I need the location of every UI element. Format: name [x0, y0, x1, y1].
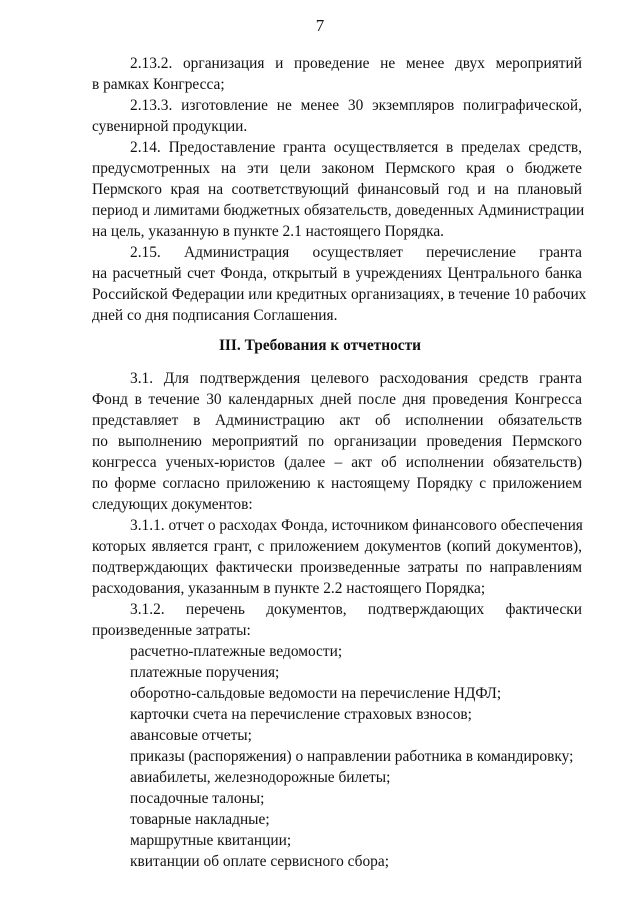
text-line: сувенирной продукции. — [92, 118, 248, 135]
text-line: Фонд в течение 30 календарных дней после дня проведения Конгресса — [92, 391, 582, 408]
text-line: на цель, указанную в пункте 2.1 настоящего Порядка. — [92, 223, 445, 240]
list-item: авансовые отчеты; — [130, 727, 252, 744]
text-line: которых является грант, с приложением документов (копий документов), — [92, 538, 582, 555]
text-line: период и лимитами бюджетных обязательств, доведенных Администрации — [92, 202, 585, 219]
page-number: 7 — [315, 16, 325, 35]
text-line: расходования, указанным в пункте 2.2 настоящего Порядка; — [92, 580, 486, 597]
list-item: авиабилеты, железнодорожные билеты; — [130, 769, 391, 786]
text-line: представляет в Администрацию акт об исполнении обязательств — [92, 412, 582, 429]
text-line: 2.13.2. организация и проведение не менее двух мероприятий — [130, 55, 582, 72]
text-line: следующих документов: — [92, 496, 253, 513]
text-line: 2.13.3. изготовление не менее 30 экземпляров полиграфической, — [130, 97, 582, 114]
text-line: предусмотренных на эти цели законом Пермского края о бюджете — [92, 160, 582, 177]
text-line: дней со дня подписания Соглашения. — [92, 307, 338, 324]
text-line: в рамках Конгресса; — [92, 76, 225, 93]
text-line: по выполнению мероприятий по организации проведения Пермского — [92, 433, 582, 450]
list-item: карточки счета на перечисление страховых взносов; — [130, 706, 472, 723]
text-line: 3.1.2. перечень документов, подтверждающих фактически — [130, 601, 582, 618]
section-heading: III. Требования к отчетности — [218, 337, 422, 354]
list-item: маршрутные квитанции; — [130, 832, 292, 849]
text-line: Российской Федерации или кредитных организациях, в течение 10 рабочих — [92, 286, 587, 303]
list-item: посадочные талоны; — [130, 790, 265, 807]
list-item: платежные поручения; — [130, 664, 280, 681]
list-item: приказы (распоряжения) о направлении работника в командировку; — [130, 748, 574, 765]
text-line: произведенные затраты: — [92, 622, 251, 639]
text-line: по форме согласно приложению к настоящему Порядку с приложением — [92, 475, 582, 492]
list-item: расчетно-платежные ведомости; — [130, 643, 343, 660]
text-line: Пермского края на соответствующий финансовый год и на плановый — [92, 181, 582, 198]
text-line: на расчетный счет Фонда, открытый в учреждениях Центрального банка — [92, 265, 582, 282]
text-line: 3.1. Для подтверждения целевого расходования средств гранта — [130, 370, 582, 387]
text-line: 2.14. Предоставление гранта осуществляется в пределах средств, — [130, 139, 582, 156]
text-line: 3.1.1. отчет о расходах Фонда, источником финансового обеспечения — [130, 517, 583, 534]
list-item: квитанции об оплате сервисного сбора; — [130, 853, 389, 870]
text-line: конгресса ученых-юристов (далее – акт об исполнении обязательств) — [92, 454, 582, 471]
text-line: подтверждающих фактически произведенные затраты по направлениям — [92, 559, 582, 576]
text-line: 2.15. Администрация осуществляет перечисление гранта — [130, 244, 582, 261]
list-item: оборотно-сальдовые ведомости на перечисление НДФЛ; — [130, 685, 502, 702]
list-item: товарные накладные; — [130, 811, 270, 828]
